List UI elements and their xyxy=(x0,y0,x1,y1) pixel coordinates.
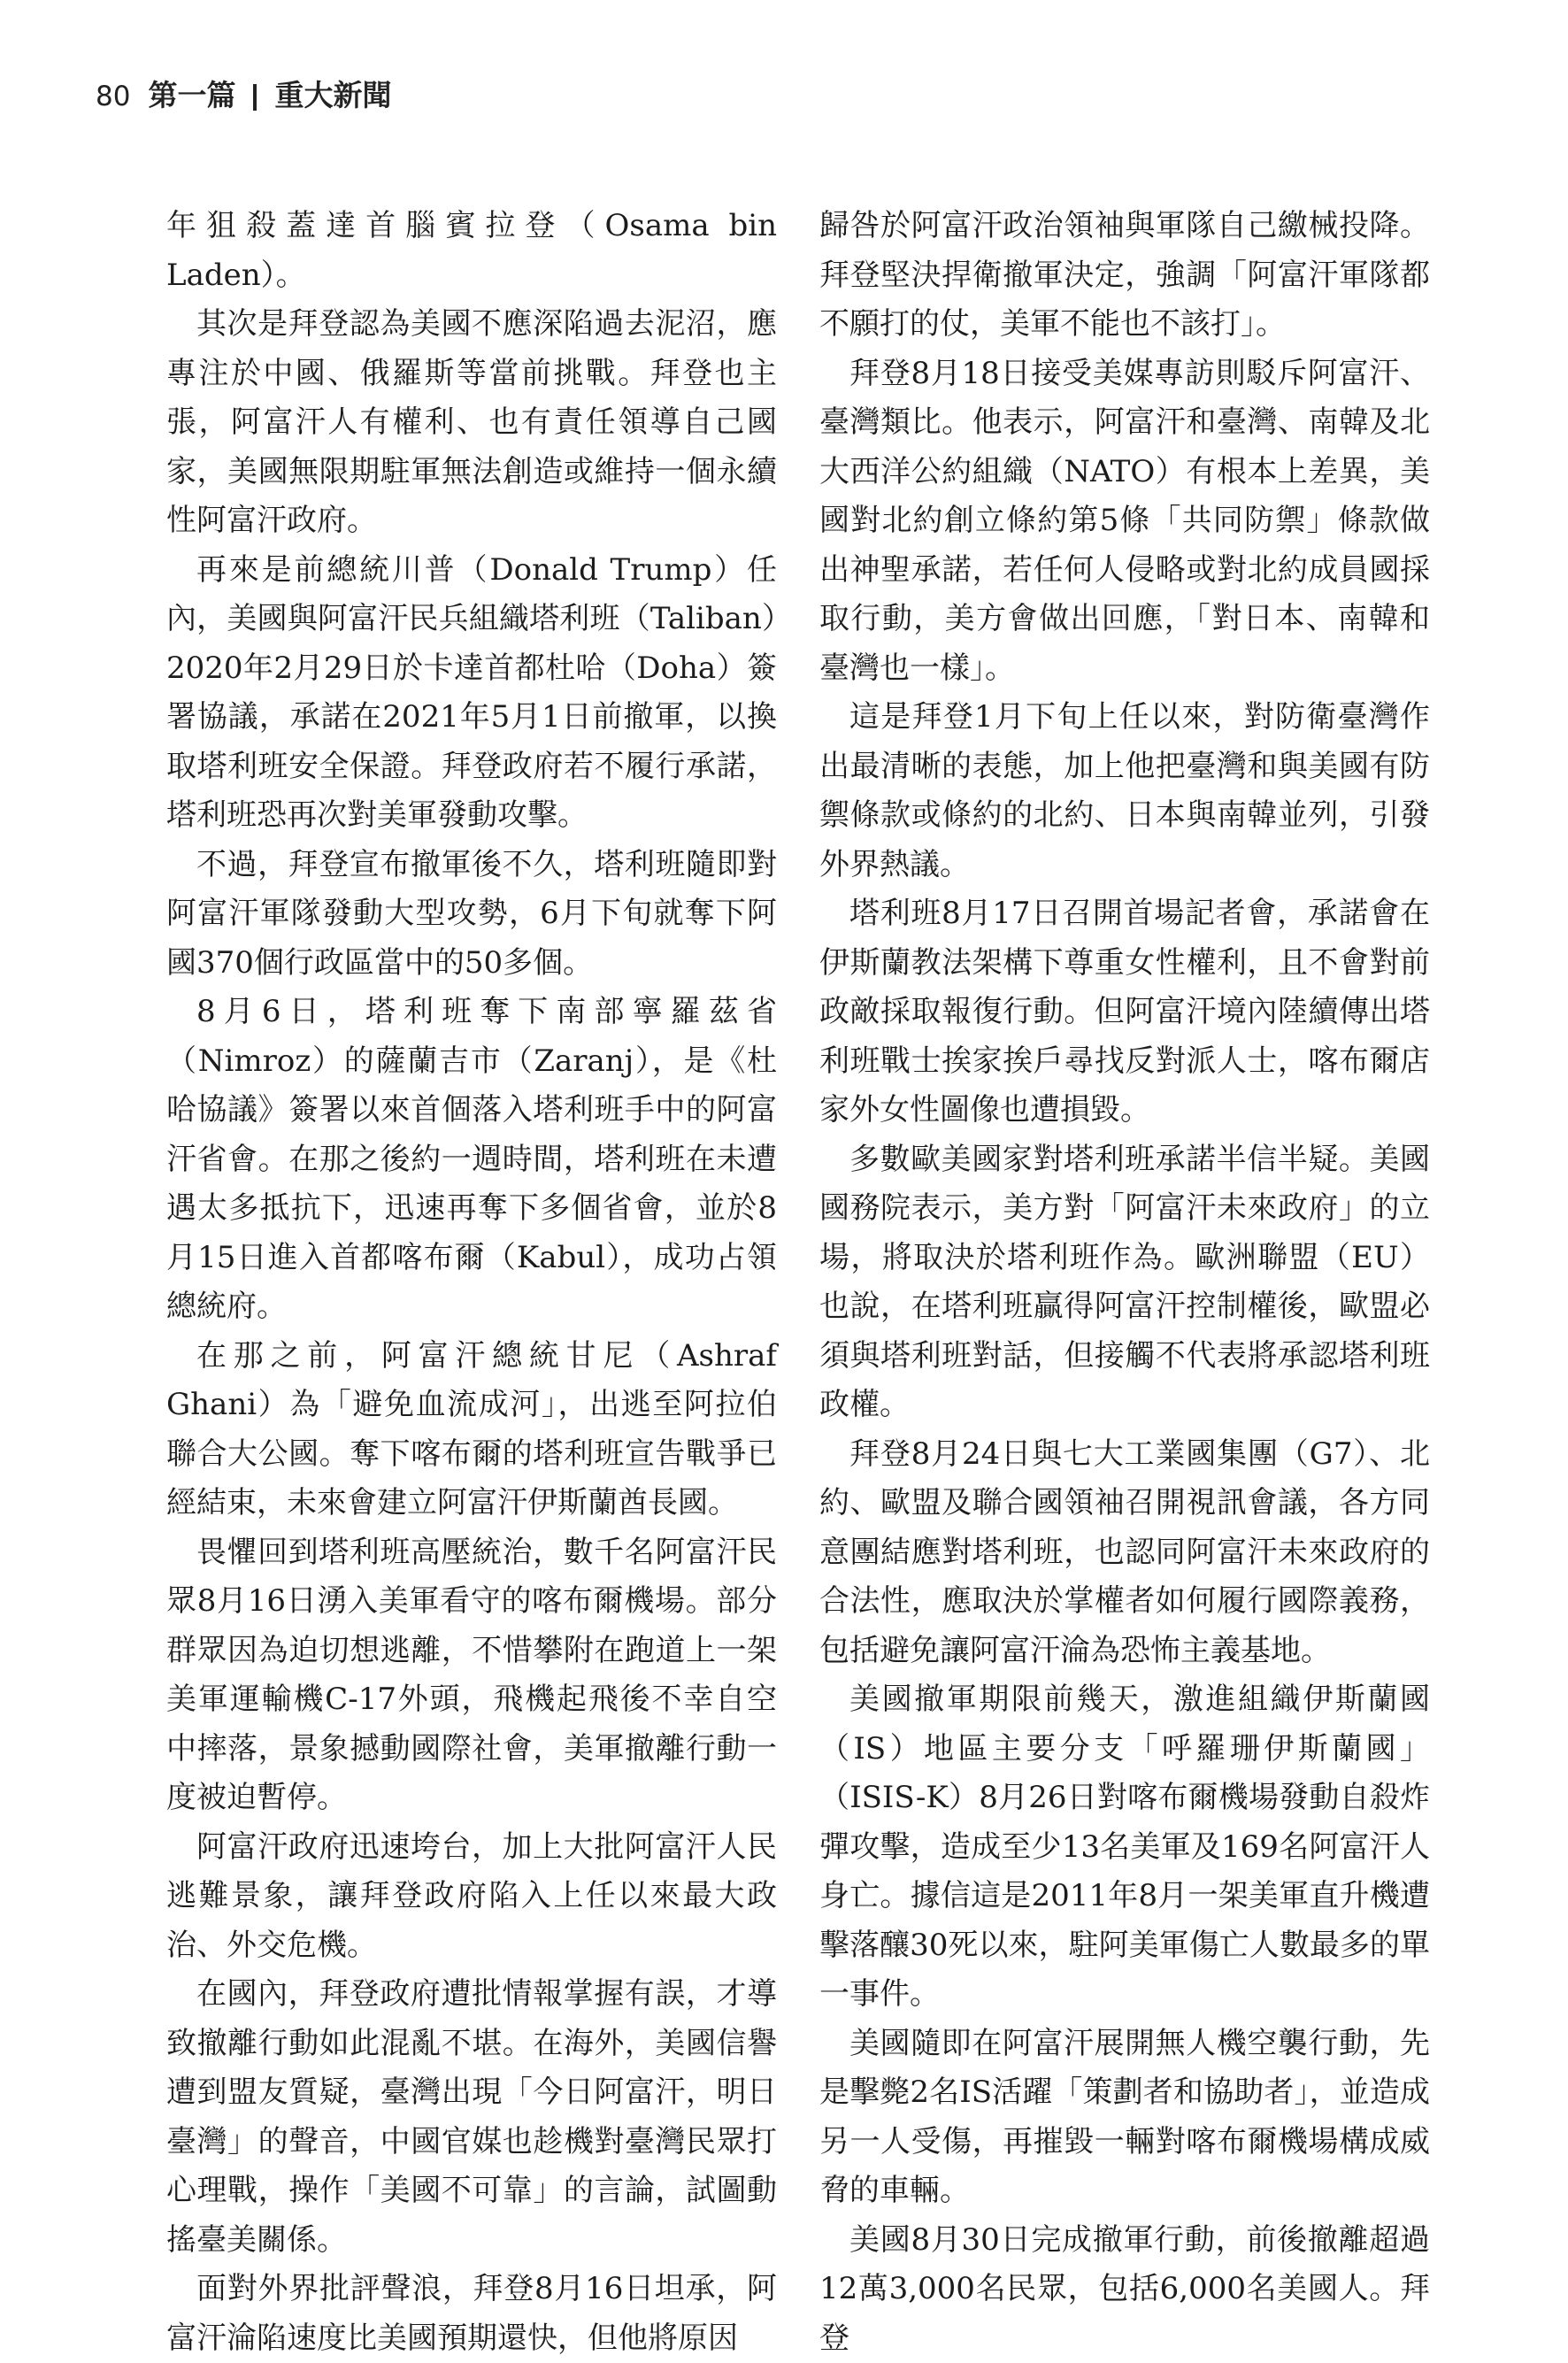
paragraph: 美國隨即在阿富汗展開無人機空襲行動，先是擊斃2名IS活躍「策劃者和協助者」，並造成另一人受傷，再摧毀一輛對喀布爾機場構成威脅的車輛。 xyxy=(819,2020,1430,2216)
paragraph: 在國內，拜登政府遭批情報掌握有誤，才導致撤離行動如此混亂不堪。在海外，美國信譽遭到盟友質疑，臺灣出現「今日阿富汗，明日臺灣」的聲音，中國官媒也趁機對臺灣民眾打心理戰，操作「美國不可靠」的言論，試圖動搖臺美關係。 xyxy=(166,1970,777,2265)
paragraph: 多數歐美國家對塔利班承諾半信半疑。美國國務院表示，美方對「阿富汗未來政府」的立場，將取決於塔利班作為。歐洲聯盟（EU）也說，在塔利班贏得阿富汗控制權後，歐盟必須與塔利班對話，但接觸不代表將承認塔利班政權。 xyxy=(819,1135,1430,1430)
paragraph: 8月6日，塔利班奪下南部寧羅茲省（Nimroz）的薩蘭吉市（Zaranj），是《杜哈協議》簽署以來首個落入塔利班手中的阿富汗省會。在那之後約一週時間，塔利班在未遭遇太多抵抗下，迅速再奪下多個省會，並於8月15日進入首都喀布爾（Kabul），成功占領總統府。 xyxy=(166,988,777,1332)
header-divider xyxy=(253,84,257,111)
chapter-title: 重大新聞 xyxy=(274,73,391,114)
right-column xyxy=(819,202,1430,2363)
paragraph: 面對外界批評聲浪，拜登8月16日坦承，阿富汗淪陷速度比美國預期還快，但他將原因 xyxy=(166,2265,777,2363)
paragraph: 塔利班8月17日召開首場記者會，承諾會在伊斯蘭教法架構下尊重女性權利，且不會對前政敵採取報復行動。但阿富汗境內陸續傳出塔利班戰士挨家挨戶尋找反對派人士，喀布爾店家外女性圖像也遭損毀。 xyxy=(819,889,1430,1135)
running-header xyxy=(96,73,391,119)
part-title: 第一篇 xyxy=(148,73,235,114)
paragraph: 在那之前，阿富汗總統甘尼（Ashraf Ghani）為「避免血流成河」，出逃至阿拉伯聯合大公國。奪下喀布爾的塔利班宣告戰爭已經結束，未來會建立阿富汗伊斯蘭酋長國。 xyxy=(166,1332,777,1528)
paragraph: 美國撤軍期限前幾天，激進組織伊斯蘭國（IS）地區主要分支「呼羅珊伊斯蘭國」（ISIS-K）8月26日對喀布爾機場發動自殺炸彈攻擊，造成至少13名美軍及169名阿富汗人身亡。據信這是2011年8月一架美軍直升機遭擊落釀30死以來，駐阿美軍傷亡人數最多的單一事件。 xyxy=(819,1675,1430,2020)
page-number: 80 xyxy=(96,81,130,112)
paragraph: 不過，拜登宣布撤軍後不久，塔利班隨即對阿富汗軍隊發動大型攻勢，6月下旬就奪下阿國370個行政區當中的50多個。 xyxy=(166,841,777,989)
paragraph: 拜登8月18日接受美媒專訪則駁斥阿富汗、臺灣類比。他表示，阿富汗和臺灣、南韓及北大西洋公約組織（NATO）有根本上差異，美國對北約創立條約第5條「共同防禦」條款做出神聖承諾，若任何人侵略或對北約成員國採取行動，美方會做出回應，「對日本、南韓和臺灣也一樣」。 xyxy=(819,350,1430,694)
paragraph: 拜登8月24日與七大工業國集團（G7）、北約、歐盟及聯合國領袖召開視訊會議，各方同意團結應對塔利班，也認同阿富汗未來政府的合法性，應取決於掌權者如何履行國際義務，包括避免讓阿富汗淪為恐怖主義基地。 xyxy=(819,1430,1430,1676)
paragraph: 再來是前總統川普（Donald Trump）任內，美國與阿富汗民兵組織塔利班（Taliban）2020年2月29日於卡達首都杜哈（Doha）簽署協議，承諾在2021年5月1日前撤軍，以換取塔利班安全保證。拜登政府若不履行承諾，塔利班恐再次對美軍發動攻擊。 xyxy=(166,546,777,841)
paragraph: 美國8月30日完成撤軍行動，前後撤離超過12萬3,000名民眾，包括6,000名美國人。拜登 xyxy=(819,2216,1430,2363)
paragraph: 這是拜登1月下旬上任以來，對防衛臺灣作出最清晰的表態，加上他把臺灣和與美國有防禦條款或條約的北約、日本與南韓並列，引發外界熱議。 xyxy=(819,693,1430,889)
paragraph: 其次是拜登認為美國不應深陷過去泥沼，應專注於中國、俄羅斯等當前挑戰。拜登也主張，阿富汗人有權利、也有責任領導自己國家，美國無限期駐軍無法創造或維持一個永續性阿富汗政府。 xyxy=(166,300,777,546)
paragraph: 年狙殺蓋達首腦賓拉登（Osama bin Laden）。 xyxy=(166,202,777,300)
paragraph: 歸咎於阿富汗政治領袖與軍隊自己繳械投降。拜登堅決捍衛撤軍決定，強調「阿富汗軍隊都不願打的仗，美軍不能也不該打」。 xyxy=(819,202,1430,350)
left-column xyxy=(166,202,777,2363)
paragraph: 畏懼回到塔利班高壓統治，數千名阿富汗民眾8月16日湧入美軍看守的喀布爾機場。部分群眾因為迫切想逃離，不惜攀附在跑道上一架美軍運輸機C-17外頭，飛機起飛後不幸自空中摔落，景象撼動國際社會，美軍撤離行動一度被迫暫停。 xyxy=(166,1528,777,1823)
paragraph: 阿富汗政府迅速垮台，加上大批阿富汗人民逃難景象，讓拜登政府陷入上任以來最大政治、外交危機。 xyxy=(166,1823,777,1971)
